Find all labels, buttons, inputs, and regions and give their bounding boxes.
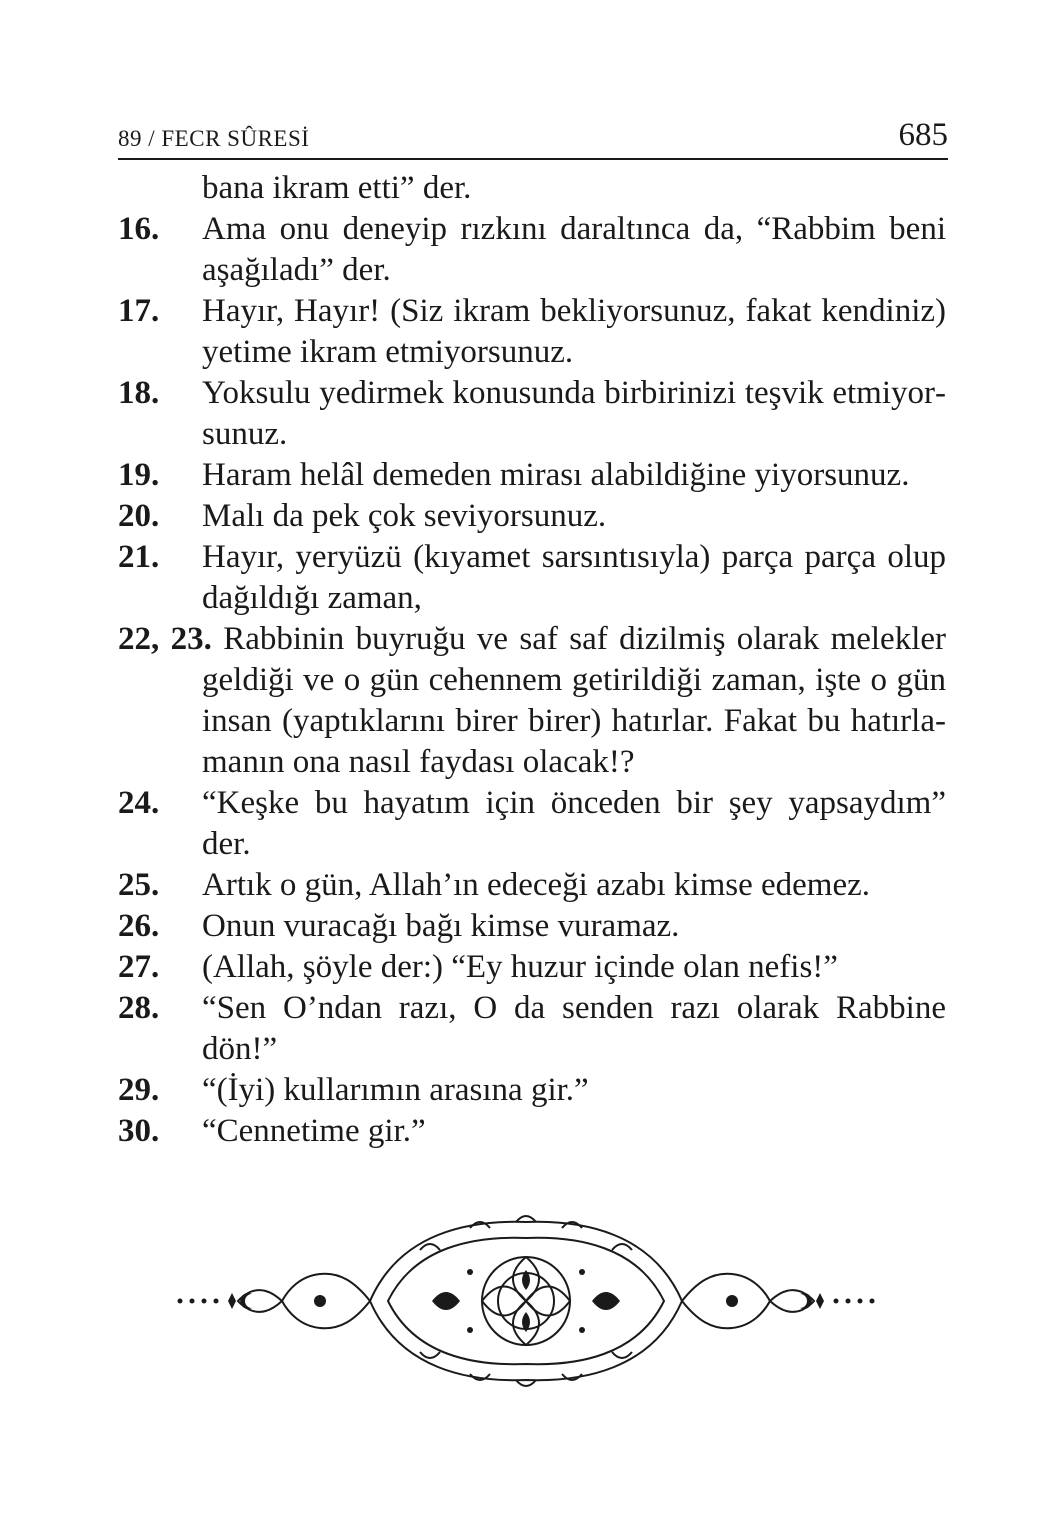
verse-text: Hayır, Hayır! (Siz ikram bekliyorsunuz, fakat kendiniz) yetime ikram etmiyorsunuz. bbox=[202, 293, 946, 370]
verse-number: 26. bbox=[118, 908, 160, 944]
verse-25 bbox=[118, 865, 946, 906]
verse-30 bbox=[118, 1111, 946, 1152]
verse-22-23 bbox=[118, 619, 946, 783]
verse-26 bbox=[118, 906, 946, 947]
page-number: 685 bbox=[898, 117, 948, 153]
verse-text: Haram helâl demeden mirası alabildiğine yiyorsunuz. bbox=[202, 457, 910, 493]
verse-17 bbox=[118, 291, 946, 373]
verse-number: 17. bbox=[118, 293, 160, 329]
verse-number: 29. bbox=[118, 1072, 160, 1108]
verse-text: “Cennetime gir.” bbox=[202, 1113, 426, 1149]
verse-number: 20. bbox=[118, 498, 160, 534]
verse-text: “Keşke bu hayatım için önceden bir şey yapsaydım” der. bbox=[202, 785, 946, 862]
verse-number: 19. bbox=[118, 457, 160, 493]
verse-24 bbox=[118, 783, 946, 865]
verse-text: Hayır, yeryüzü (kıyamet sarsıntısıyla) parça parça olup dağıldığı zaman, bbox=[202, 539, 946, 616]
verse-number: 25. bbox=[118, 867, 160, 903]
page-header bbox=[118, 112, 948, 160]
verse-20 bbox=[118, 496, 946, 537]
verse-text: Ama onu deneyip rızkını daraltınca da, “Rabbim beni aşağıladı” der. bbox=[202, 211, 946, 288]
verse-text: Yoksulu yedirmek konusunda birbirinizi teşvik etmiyorsunuz. bbox=[202, 375, 946, 452]
verse-list bbox=[118, 168, 946, 1152]
verse-27 bbox=[118, 947, 946, 988]
verse-number: 28. bbox=[118, 990, 160, 1026]
verse-number: 21. bbox=[118, 539, 160, 575]
verse-29 bbox=[118, 1070, 946, 1111]
verse-text: “Sen O’ndan razı, O da senden razı olarak Rabbine dön!” bbox=[202, 990, 946, 1067]
verse-number: 22, 23. bbox=[118, 621, 212, 657]
verse-text: “(İyi) kullarımın arasına gir.” bbox=[202, 1072, 589, 1108]
running-head: 89 / FECR SÛRESİ bbox=[118, 126, 310, 151]
decorative-medallion-icon bbox=[170, 1212, 882, 1390]
continuation-text: bana ikram etti” der. bbox=[202, 170, 472, 206]
verse-number: 16. bbox=[118, 211, 160, 247]
verse-18 bbox=[118, 373, 946, 455]
verse-number: 30. bbox=[118, 1113, 160, 1149]
verse-28 bbox=[118, 988, 946, 1070]
verse-number: 27. bbox=[118, 949, 160, 985]
verse-19 bbox=[118, 455, 946, 496]
verse-text: Artık o gün, Allah’ın edeceği azabı kimse edemez. bbox=[202, 867, 871, 903]
verse-21 bbox=[118, 537, 946, 619]
verse-text: Onun vuracağı bağı kimse vuramaz. bbox=[202, 908, 680, 944]
verse-16 bbox=[118, 209, 946, 291]
verse-text: Rabbinin buyruğu ve saf saf dizilmiş olarak melekler geldiği ve o gün cehennem getirildiği zaman, işte o gün insan (yaptıklarını birer birer) hatırlar. Fakat bu hatırlamanın ona nasıl faydası olacak!? bbox=[202, 621, 947, 780]
verse-text: Malı da pek çok seviyorsunuz. bbox=[202, 498, 607, 534]
verse-number: 24. bbox=[118, 785, 160, 821]
verse-number: 18. bbox=[118, 375, 160, 411]
verse-text: (Allah, şöyle der:) “Ey huzur içinde olan nefis!” bbox=[202, 949, 838, 985]
